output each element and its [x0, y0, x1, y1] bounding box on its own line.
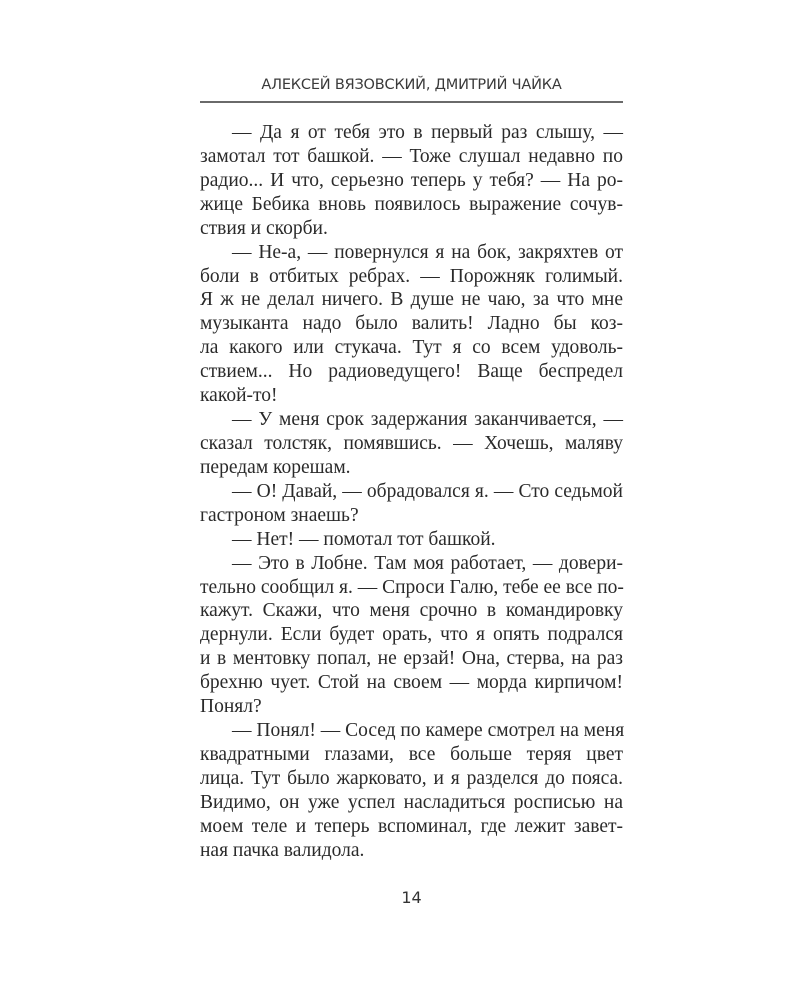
text-line: ная пачка валидола.: [200, 839, 365, 861]
text-line: какой-то!: [200, 385, 278, 407]
text-line: боли в отбитых ребрах. — Порожняк голимый.: [200, 265, 623, 287]
text-line: ствием... Но радиоведущего! Ваще беспредел: [200, 361, 623, 383]
text-line: ствия и скорби.: [200, 217, 328, 239]
text-line: сказал толстяк, помявшись. — Хочешь, маляву: [200, 432, 623, 454]
text-line: замотал тот башкой. — Тоже слушал недавно по: [200, 145, 623, 167]
text-line: — Да я от тебя это в первый раз слышу, —: [232, 122, 623, 143]
text-line: жице Бебика вновь появилось выражение сочув-: [200, 193, 623, 215]
text-line: моем теле и теперь вспоминал, где лежит завет-: [200, 815, 623, 837]
text-line: передам корешам.: [200, 456, 351, 478]
text-line: ла какого или стукача. Тут я со всем удоволь-: [200, 337, 623, 359]
text-line: Понял?: [200, 696, 262, 718]
running-header: АЛЕКСЕЙ ВЯЗОВСКИЙ, ДМИТРИЙ ЧАЙКА: [261, 77, 562, 93]
text-line: Я ж не делал ничего. В душе не чаю, за что мне: [200, 289, 623, 311]
text-line: Видимо, он уже успел насладиться росписью на: [200, 791, 623, 813]
text-line: квадратными глазами, все больше теряя цвет: [200, 743, 623, 765]
text-line: — Нет! — помотал тот башкой.: [232, 528, 496, 550]
text-line: гастроном знаешь?: [200, 504, 359, 526]
text-line: тельно сообщил я. — Спроси Галю, тебе ее все по-: [200, 576, 624, 598]
text-line: музыканта надо было валить! Ладно бы коз-: [200, 313, 623, 335]
text-line: — Не-а, — повернулся я на бок, закряхтев от: [232, 241, 623, 263]
text-line: — О! Давай, — обрадовался я. — Сто седьмой: [232, 480, 623, 502]
text-line: брехню чует. Стой на своем — морда кирпичом!: [200, 672, 623, 694]
text-line: радио... И что, серьезно теперь у тебя? — На ро-: [200, 169, 623, 191]
text-line: кажут. Скажи, что меня срочно в командировку: [200, 600, 623, 622]
text-line: — Понял! — Сосед по камере смотрел на меня: [232, 720, 625, 742]
header-rule: [200, 101, 623, 103]
text-line: лица. Тут было жарковато, и я разделся до пояса.: [200, 767, 623, 789]
text-line: — У меня срок задержания заканчивается, —: [232, 409, 623, 431]
text-line: — Это в Лобне. Там моя работает, — довери-: [232, 552, 623, 574]
page-number: 14: [401, 888, 422, 907]
text-line: дернули. Если будет орать, что я опять подрался: [200, 624, 623, 646]
text-line: и в ментовку попал, не ерзай! Она, стерва, на раз: [200, 648, 623, 670]
body-text: [200, 121, 623, 863]
